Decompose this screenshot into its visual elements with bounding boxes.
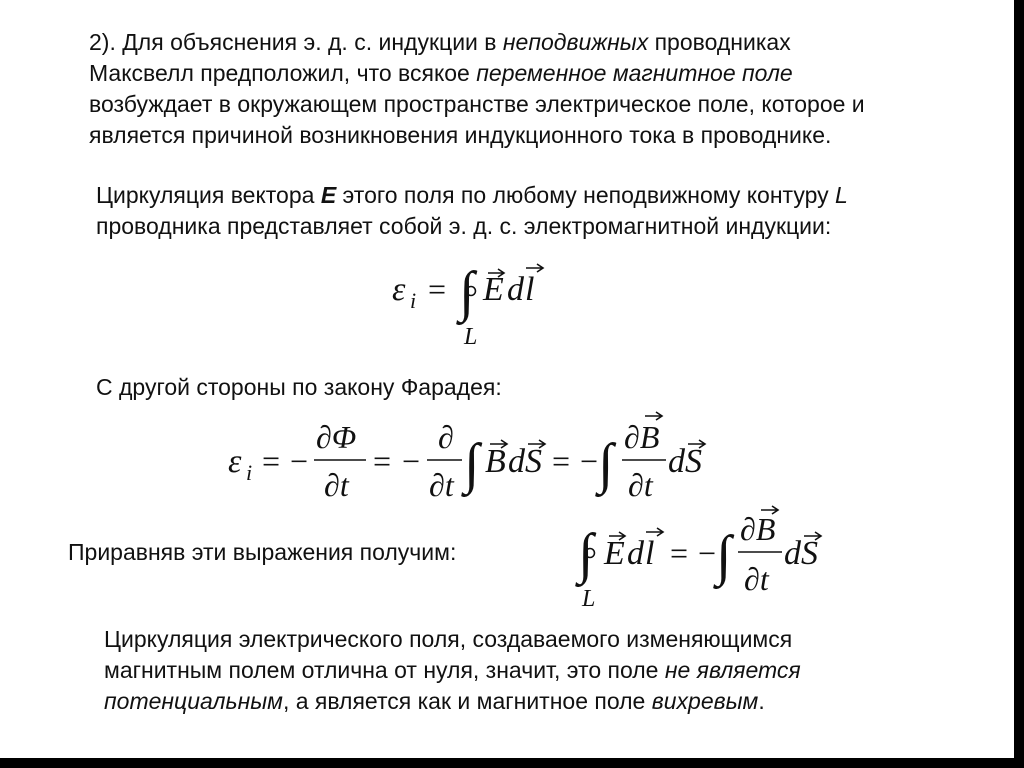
paragraph1-line1 bbox=[89, 27, 791, 58]
formula-faraday bbox=[226, 408, 726, 504]
integral-sign: ∫ bbox=[459, 261, 475, 323]
vector-ds: dS bbox=[668, 443, 702, 480]
paragraph1-line3: возбуждает в окружающем пространстве электрическое поле, которое и bbox=[89, 91, 865, 117]
equals-sign: = bbox=[428, 271, 447, 307]
equals-sign: = bbox=[373, 443, 392, 479]
text-span: проводниках bbox=[648, 29, 791, 55]
vector-b: B bbox=[485, 443, 506, 480]
text-span: магнитным полем отлична от нуля, значит, это поле bbox=[104, 657, 665, 683]
text-span: Максвелл предположил, что всякое bbox=[89, 60, 477, 86]
text-span: . bbox=[758, 688, 765, 714]
contour-symbol: L bbox=[835, 182, 848, 208]
emf-symbol: ε bbox=[392, 271, 406, 308]
numerator-db: ∂B bbox=[624, 419, 660, 455]
paragraph2-line2: проводника представляет собой э. д. с. электромагнитной индукции: bbox=[96, 213, 832, 239]
text-span: Циркуляция вектора bbox=[96, 182, 321, 208]
right-border bbox=[1014, 0, 1024, 768]
paragraph4: Приравняв эти выражения получим: bbox=[68, 539, 457, 565]
denominator-dt: ∂t bbox=[429, 467, 454, 503]
formula-result bbox=[578, 508, 838, 612]
paragraph3: С другой стороны по закону Фарадея: bbox=[96, 374, 502, 400]
contour-label: L bbox=[464, 324, 478, 350]
denominator-dt: ∂t bbox=[744, 561, 769, 597]
vector-l: l bbox=[645, 535, 655, 572]
equals-sign: = bbox=[262, 443, 281, 479]
paragraph2-line1 bbox=[96, 180, 848, 211]
paragraph5-line1: Циркуляция электрического поля, создаваемого изменяющимся bbox=[104, 626, 793, 652]
vector-e: E bbox=[483, 271, 504, 308]
italic-span: неподвижных bbox=[502, 29, 649, 55]
equals-sign: = bbox=[552, 443, 571, 479]
formula-circulation bbox=[390, 256, 570, 352]
paragraph5-line2 bbox=[104, 655, 801, 686]
vector-ds: dS bbox=[508, 443, 542, 480]
denominator-dt: ∂t bbox=[628, 467, 653, 503]
text-span: , а является как и магнитное поле bbox=[282, 688, 652, 714]
bottom-border bbox=[0, 758, 1024, 768]
minus-sign: − bbox=[698, 535, 717, 571]
denominator-dt: ∂t bbox=[324, 467, 349, 503]
minus-sign: − bbox=[402, 443, 421, 479]
vector-l: l bbox=[525, 271, 535, 308]
integral-sign: ∫ bbox=[578, 523, 594, 585]
numerator-db: ∂B bbox=[740, 511, 776, 547]
paragraph5-line3 bbox=[104, 686, 765, 717]
minus-sign: − bbox=[580, 443, 599, 479]
paragraph1-line2 bbox=[89, 58, 793, 89]
text-span: 2). Для объяснения э. д. с. индукции в bbox=[89, 29, 503, 55]
differential-d: d bbox=[507, 271, 524, 308]
emf-subscript: i bbox=[246, 460, 253, 485]
numerator-dphi: ∂Φ bbox=[316, 419, 357, 455]
integral-sign: ∫ bbox=[464, 433, 480, 495]
emf-subscript: i bbox=[410, 288, 417, 313]
italic-span: потенциальным bbox=[104, 688, 283, 714]
text-span: этого поля по любому неподвижному контуру bbox=[336, 182, 835, 208]
minus-sign: − bbox=[290, 443, 309, 479]
integral-sign: ∫ bbox=[716, 525, 732, 587]
italic-span: переменное магнитное поле bbox=[476, 60, 793, 86]
italic-span: не является bbox=[664, 657, 801, 683]
vector-ds: dS bbox=[784, 535, 818, 572]
contour-label: L bbox=[582, 586, 596, 612]
italic-span: вихревым bbox=[651, 688, 759, 714]
emf-symbol: ε bbox=[228, 443, 242, 480]
paragraph1-line4: является причиной возникновения индукционного тока в проводнике. bbox=[89, 122, 832, 148]
differential-d: d bbox=[627, 535, 644, 572]
integral-sign: ∫ bbox=[598, 433, 614, 495]
vector-e: E bbox=[604, 535, 625, 572]
equals-sign: = bbox=[670, 535, 689, 571]
numerator-partial: ∂ bbox=[438, 419, 454, 455]
vector-e-symbol: E bbox=[320, 182, 337, 208]
